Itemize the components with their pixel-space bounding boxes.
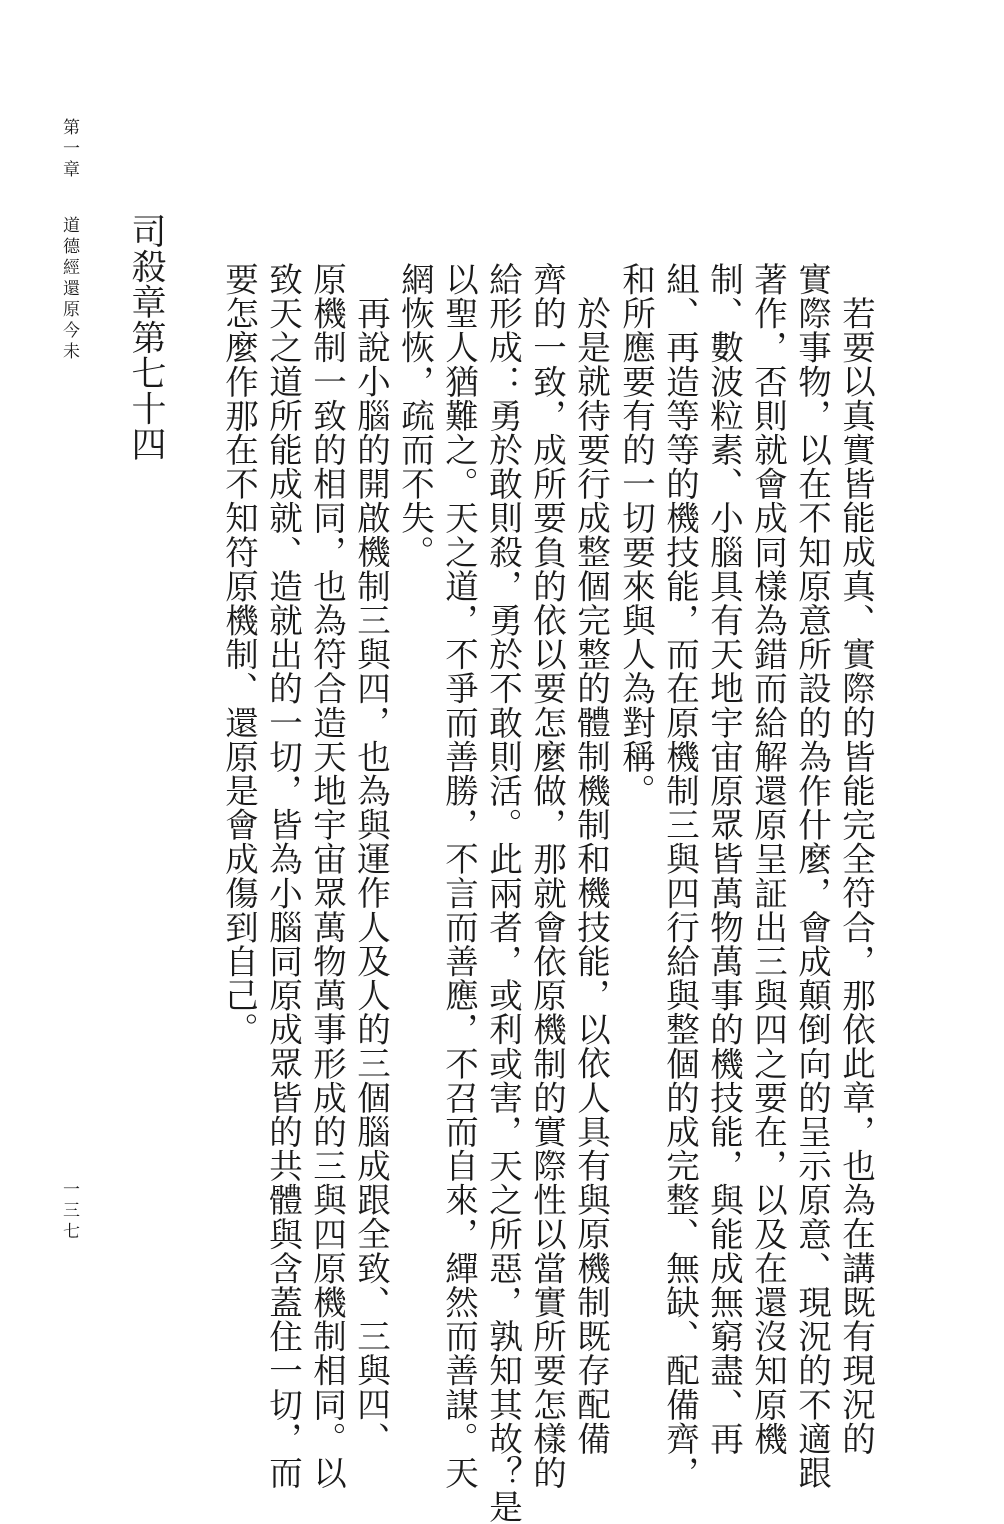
body-column: 再說小腦的開啟機制三與四，也為與運作人及人的三個腦成跟全致、三與四、: [351, 296, 391, 1456]
body-column: 和所應要有的一切要來與人為對稱。: [616, 262, 656, 808]
page-number: 一三七: [59, 1180, 79, 1243]
body-column: 齊的一致，成所要負的依以要怎麼做，那就會依原機制的實際性以當實所要怎樣的: [527, 262, 567, 1490]
body-column: 著作，否則就會成同樣為錯而給解還原呈証出三與四之要在，以及在還沒知原機: [748, 262, 788, 1456]
body-column: 原機制一致的相同，也為符合造天地宇宙眾萬物萬事形成的三與四原機制相同。以: [307, 262, 347, 1490]
body-column: 組、再造等等的機技能，而在原機制三與四行給與整個的成完整、無缺、配備齊，: [660, 262, 700, 1490]
running-header-chapter: 第一章: [59, 118, 79, 181]
body-column: 要怎麼作那在不知符原機制、還原是會成傷到自己。: [219, 262, 259, 1047]
running-header-book-title: 道德經還原今未: [59, 216, 79, 363]
body-column: 致天之道所能成就、造就出的一切，皆為小腦同原成眾皆的共體與含蓋住一切，而: [263, 262, 303, 1490]
body-column: 給形成：勇於敢則殺，勇於不敢則活。此兩者，或利或害，天之所惡，孰知其故？是: [483, 262, 523, 1524]
body-column: 以聖人猶難之。天之道，不爭而善勝，不言而善應，不召而自來，繟然而善謀。天: [439, 262, 479, 1490]
body-column: 於是就待要行成整個完整的體制機制和機技能，以依人具有與原機制既存配備: [571, 296, 611, 1456]
body-column: 網恢恢，疏而不失。: [395, 262, 435, 569]
section-title: 司殺章第七十四: [126, 213, 166, 462]
body-column: 若要以真實皆能成真、實際的皆能完全符合，那依此章，也為在講既有現況的: [836, 296, 876, 1456]
body-column: 實際事物，以在不知原意所設的為作什麼，會成顛倒向的呈示原意、現況的不適跟: [792, 262, 832, 1490]
body-column: 制、數波粒素、小腦具有天地宇宙原眾皆萬物萬事的機技能，與能成無窮盡、再: [704, 262, 744, 1456]
